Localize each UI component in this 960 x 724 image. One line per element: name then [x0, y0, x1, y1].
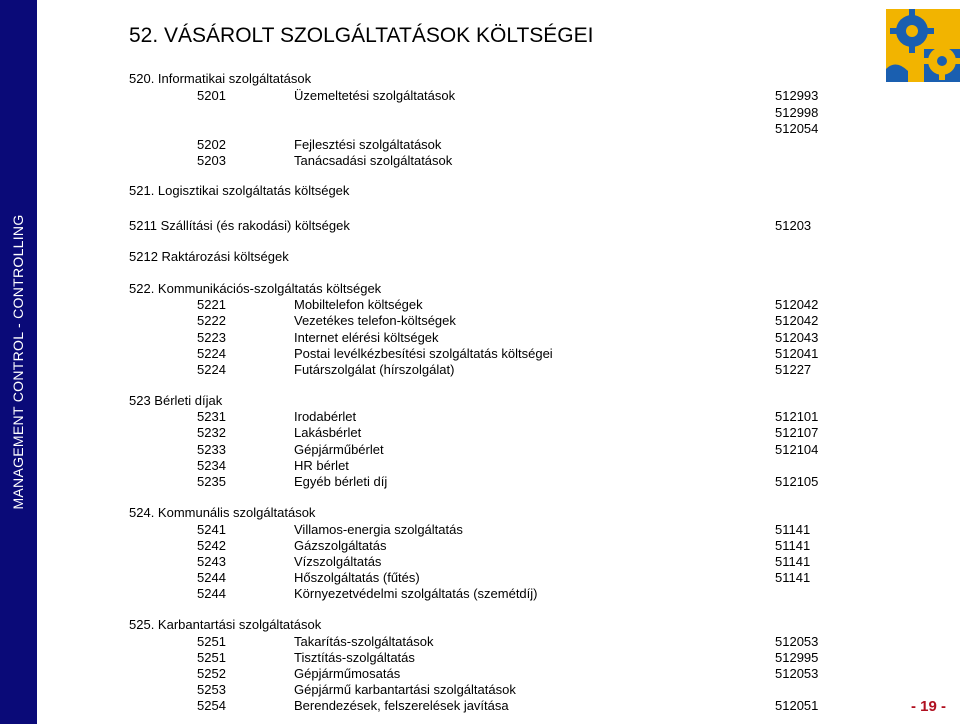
- item-name: Fejlesztési szolgáltatások: [294, 137, 442, 152]
- item-code: 5251: [197, 650, 226, 665]
- item-code: 5241: [197, 522, 226, 537]
- section-heading: 523 Bérleti díjak: [129, 393, 223, 408]
- item-code: 5231: [197, 409, 226, 424]
- account-number: 512104: [775, 442, 819, 457]
- item-code: 5222: [197, 313, 226, 328]
- account-number: 51141: [775, 522, 811, 537]
- item-code: 5235: [197, 474, 226, 489]
- item-code: 5203: [197, 153, 226, 168]
- account-number: 51227: [775, 362, 812, 377]
- item-name: Postai levélkézbesítési szolgáltatás költségei: [294, 346, 553, 361]
- section-heading: 524. Kommunális szolgáltatások: [129, 505, 316, 520]
- sidebar-label: MANAGEMENT CONTROL - CONTROLLING: [10, 214, 26, 510]
- page-number: - 19 -: [911, 698, 947, 715]
- account-number: 512054: [775, 121, 819, 136]
- item-name: Lakásbérlet: [294, 425, 362, 440]
- account-number: 512042: [775, 313, 819, 328]
- section-heading: 5211 Szállítási (és rakodási) költségek: [129, 218, 350, 233]
- gear-logo-icon: [886, 9, 960, 82]
- sidebar-band: [0, 0, 37, 724]
- item-name: Gépjárműbérlet: [294, 442, 384, 457]
- item-code: 5251: [197, 634, 226, 649]
- section-heading: 525. Karbantartási szolgáltatások: [129, 617, 322, 632]
- item-name: Gázszolgáltatás: [294, 538, 387, 553]
- account-number: 512993: [775, 88, 819, 103]
- item-name: Gépjármű karbantartási szolgáltatások: [294, 682, 516, 697]
- item-code: 5224: [197, 362, 226, 377]
- account-number: 512105: [775, 474, 819, 489]
- item-code: 5254: [197, 698, 226, 713]
- item-code: 5223: [197, 330, 226, 345]
- account-number: 512042: [775, 297, 819, 312]
- item-name: Futárszolgálat (hírszolgálat): [294, 362, 455, 377]
- account-number: 512107: [775, 425, 819, 440]
- item-name: Üzemeltetési szolgáltatások: [294, 88, 456, 103]
- item-name: Gépjárműmosatás: [294, 666, 401, 681]
- account-number: 512041: [775, 346, 819, 361]
- item-code: 5202: [197, 137, 226, 152]
- item-code: 5244: [197, 586, 226, 601]
- page-title: 52. VÁSÁROLT SZOLGÁLTATÁSOK KÖLTSÉGEI: [129, 24, 594, 47]
- item-name: Vezetékes telefon-költségek: [294, 313, 456, 328]
- account-number: 512998: [775, 105, 819, 120]
- account-number: 512053: [775, 666, 819, 681]
- account-number: 512051: [775, 698, 819, 713]
- item-code: 5232: [197, 425, 226, 440]
- item-code: 5233: [197, 442, 226, 457]
- item-name: Tisztítás-szolgáltatás: [294, 650, 415, 665]
- item-code: 5221: [197, 297, 226, 312]
- account-number: 512043: [775, 330, 819, 345]
- account-number: 512101: [775, 409, 819, 424]
- item-code: 5234: [197, 458, 226, 473]
- item-name: Mobiltelefon költségek: [294, 297, 423, 312]
- item-name: Környezetvédelmi szolgáltatás (szemétdíj): [294, 586, 538, 601]
- item-name: Hőszolgáltatás (fűtés): [294, 570, 420, 585]
- section-heading: 5212 Raktározási költségek: [129, 249, 289, 264]
- item-name: Berendezések, felszerelések javítása: [294, 698, 509, 713]
- item-code: 5244: [197, 570, 226, 585]
- item-name: Tanácsadási szolgáltatások: [294, 153, 453, 168]
- section-heading: 521. Logisztikai szolgáltatás költségek: [129, 183, 350, 198]
- item-name: Egyéb bérleti díj: [294, 474, 388, 489]
- item-code: 5252: [197, 666, 226, 681]
- item-name: Villamos-energia szolgáltatás: [294, 522, 463, 537]
- account-number: 512995: [775, 650, 819, 665]
- item-name: Irodabérlet: [294, 409, 357, 424]
- account-number: 51141: [775, 538, 811, 553]
- account-number: 51203: [775, 218, 812, 233]
- item-name: Vízszolgáltatás: [294, 554, 382, 569]
- account-number: 51141: [775, 554, 811, 569]
- account-number: 512053: [775, 634, 819, 649]
- item-code: 5243: [197, 554, 226, 569]
- item-name: HR bérlet: [294, 458, 349, 473]
- section-heading: 520. Informatikai szolgáltatások: [129, 71, 312, 86]
- item-code: 5201: [197, 88, 226, 103]
- item-code: 5242: [197, 538, 226, 553]
- section-heading: 522. Kommunikációs-szolgáltatás költségek: [129, 281, 382, 296]
- account-number: 51141: [775, 570, 811, 585]
- item-name: Takarítás-szolgáltatások: [294, 634, 434, 649]
- item-code: 5253: [197, 682, 226, 697]
- item-name: Internet elérési költségek: [294, 330, 439, 345]
- item-code: 5224: [197, 346, 226, 361]
